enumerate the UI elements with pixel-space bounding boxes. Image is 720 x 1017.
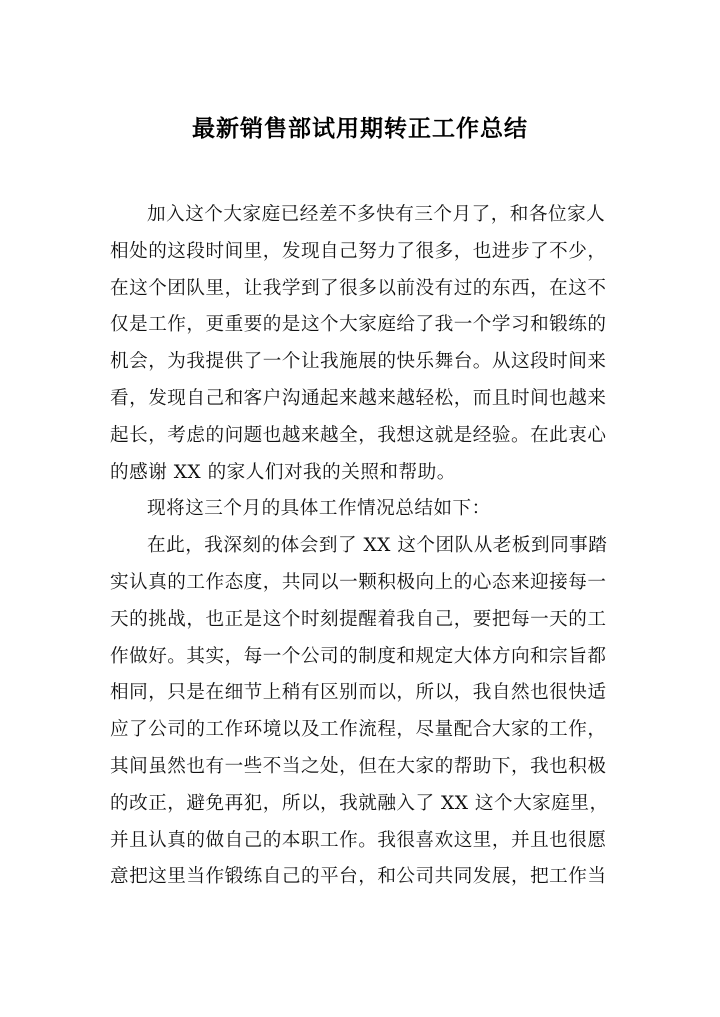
text-line: 现将这三个月的具体工作情况总结如下：: [147, 498, 491, 520]
text-line: 仅是工作，更重要的是这个大家庭给了我一个学习和锻练的: [110, 314, 607, 336]
text-line: 天的挑战，也正是这个时刻提醒着我自己，要把每一天的工: [110, 608, 607, 630]
text-line: 其间虽然也有一些不当之处，但在大家的帮助下，我也积极: [110, 755, 607, 777]
text-line: 起长，考虑的问题也越来越全，我想这就是经验。在此衷心: [110, 424, 607, 446]
text-line: 意把这里当作锻练自己的平台，和公司共同发展，把工作当: [110, 866, 607, 888]
text-line: 看，发现自己和客户沟通起来越来越轻松，而且时间也越来: [110, 387, 607, 409]
text-line: 的改正，避免再犯，所以，我就融入了 XX 这个大家庭里，: [110, 792, 609, 814]
body-lines: [110, 197, 610, 896]
document-title: 最新销售部试用期转正工作总结: [192, 116, 528, 142]
text-line: 的感谢 XX 的家人们对我的关照和帮助。: [110, 461, 456, 483]
text-line: 相同，只是在细节上稍有区别而以，所以，我自然也很快适: [110, 682, 607, 704]
text-line: 加入这个大家庭已经差不多快有三个月了，和各位家人: [147, 204, 606, 225]
text-line: 在这个团队里，让我学到了很多以前没有过的东西，在这不: [110, 277, 607, 299]
text-line: 在此，我深刻的体会到了 XX 这个团队从老板到同事踏: [147, 535, 608, 557]
text-line: 并且认真的做自己的本职工作。我很喜欢这里，并且也很愿: [110, 829, 607, 851]
text-line: 实认真的工作态度，共同以一颗积极向上的心态来迎接每一: [110, 571, 607, 593]
text-line: 机会，为我提供了一个让我施展的快乐舞台。从这段时间来: [110, 351, 607, 373]
text-line: 相处的这段时间里，发现自己努力了很多，也进步了不少，: [110, 240, 607, 262]
text-line: 应了公司的工作环境以及工作流程，尽量配合大家的工作，: [110, 719, 607, 741]
text-line: 作做好。其实，每一个公司的制度和规定大体方向和宗旨都: [110, 645, 607, 667]
document-body: [110, 197, 610, 896]
